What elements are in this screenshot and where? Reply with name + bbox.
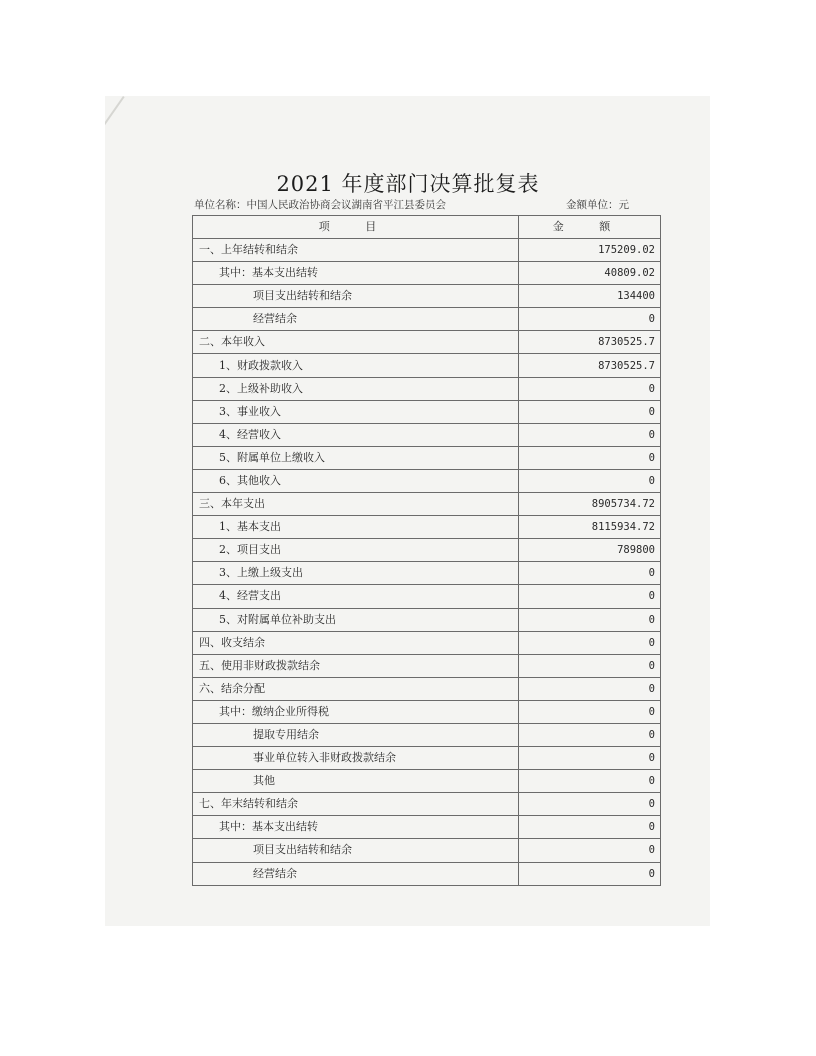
table-row [193,585,661,608]
row-amount: 0 [519,585,661,608]
table-row [193,562,661,585]
row-amount: 0 [519,677,661,700]
row-label: 1、财政拨款收入 [193,354,519,377]
row-label: 项目支出结转和结余 [193,839,519,862]
table-row [193,654,661,677]
table-row [193,493,661,516]
row-label: 项目支出结转和结余 [193,285,519,308]
row-amount: 134400 [519,285,661,308]
row-label: 五、使用非财政拨款结余 [193,654,519,677]
row-amount: 0 [519,862,661,885]
row-label: 2、项目支出 [193,539,519,562]
table-row [193,539,661,562]
row-label: 六、结余分配 [193,677,519,700]
row-label: 6、其他收入 [193,469,519,492]
row-amount: 0 [519,700,661,723]
row-amount: 0 [519,423,661,446]
table-row [193,816,661,839]
row-amount: 8730525.7 [519,354,661,377]
row-label: 3、上缴上级支出 [193,562,519,585]
row-amount: 789800 [519,539,661,562]
row-amount: 0 [519,631,661,654]
row-label: 5、对附属单位补助支出 [193,608,519,631]
page-title: 2021 年度部门决算批复表 [276,172,540,196]
table-row [193,331,661,354]
row-label: 其中：基本支出结转 [193,816,519,839]
row-amount: 0 [519,446,661,469]
row-amount: 0 [519,770,661,793]
row-label: 二、本年收入 [193,331,519,354]
header-item: 项 目 [193,216,519,239]
table-row [193,631,661,654]
row-amount: 8905734.72 [519,493,661,516]
row-label: 一、上年结转和结余 [193,239,519,262]
row-amount: 0 [519,839,661,862]
table-row [193,723,661,746]
table-row [193,423,661,446]
row-amount: 40809.02 [519,262,661,285]
row-label: 经营结余 [193,308,519,331]
row-amount: 0 [519,723,661,746]
row-amount: 0 [519,377,661,400]
row-label: 4、经营收入 [193,423,519,446]
row-label: 其中：缴纳企业所得税 [193,700,519,723]
row-label: 经营结余 [193,862,519,885]
row-amount: 175209.02 [519,239,661,262]
row-label: 3、事业收入 [193,400,519,423]
table-row [193,377,661,400]
row-label: 5、附属单位上缴收入 [193,446,519,469]
table-row [193,469,661,492]
row-amount: 8730525.7 [519,331,661,354]
table-row [193,239,661,262]
table-row [193,354,661,377]
table-row [193,700,661,723]
row-amount: 0 [519,562,661,585]
row-amount: 0 [519,308,661,331]
row-amount: 0 [519,816,661,839]
table-row [193,747,661,770]
row-amount: 0 [519,654,661,677]
row-amount: 0 [519,793,661,816]
header-amount: 金 额 [519,216,661,239]
table-row [193,285,661,308]
row-label: 七、年末结转和结余 [193,793,519,816]
row-label: 4、经营支出 [193,585,519,608]
table-row [193,770,661,793]
row-label: 三、本年支出 [193,493,519,516]
row-label: 其中：基本支出结转 [193,262,519,285]
row-amount: 0 [519,469,661,492]
table-row [193,793,661,816]
row-amount: 0 [519,747,661,770]
row-label: 提取专用结余 [193,723,519,746]
table-row [193,308,661,331]
row-label: 其他 [193,770,519,793]
table-row [193,608,661,631]
unit-name: 单位名称：中国人民政治协商会议湖南省平江县委员会 [194,199,446,211]
row-label: 事业单位转入非财政拨款结余 [193,747,519,770]
table-row [193,862,661,885]
table-row [193,400,661,423]
row-label: 1、基本支出 [193,516,519,539]
row-amount: 8115934.72 [519,516,661,539]
currency-unit: 金额单位：元 [566,199,629,211]
table-row [193,446,661,469]
row-amount: 0 [519,608,661,631]
budget-table [192,215,661,886]
row-label: 四、收支结余 [193,631,519,654]
table-row [193,516,661,539]
table-header-row [193,216,661,239]
table-row [193,677,661,700]
table-row [193,262,661,285]
row-label: 2、上级补助收入 [193,377,519,400]
table-row [193,839,661,862]
row-amount: 0 [519,400,661,423]
